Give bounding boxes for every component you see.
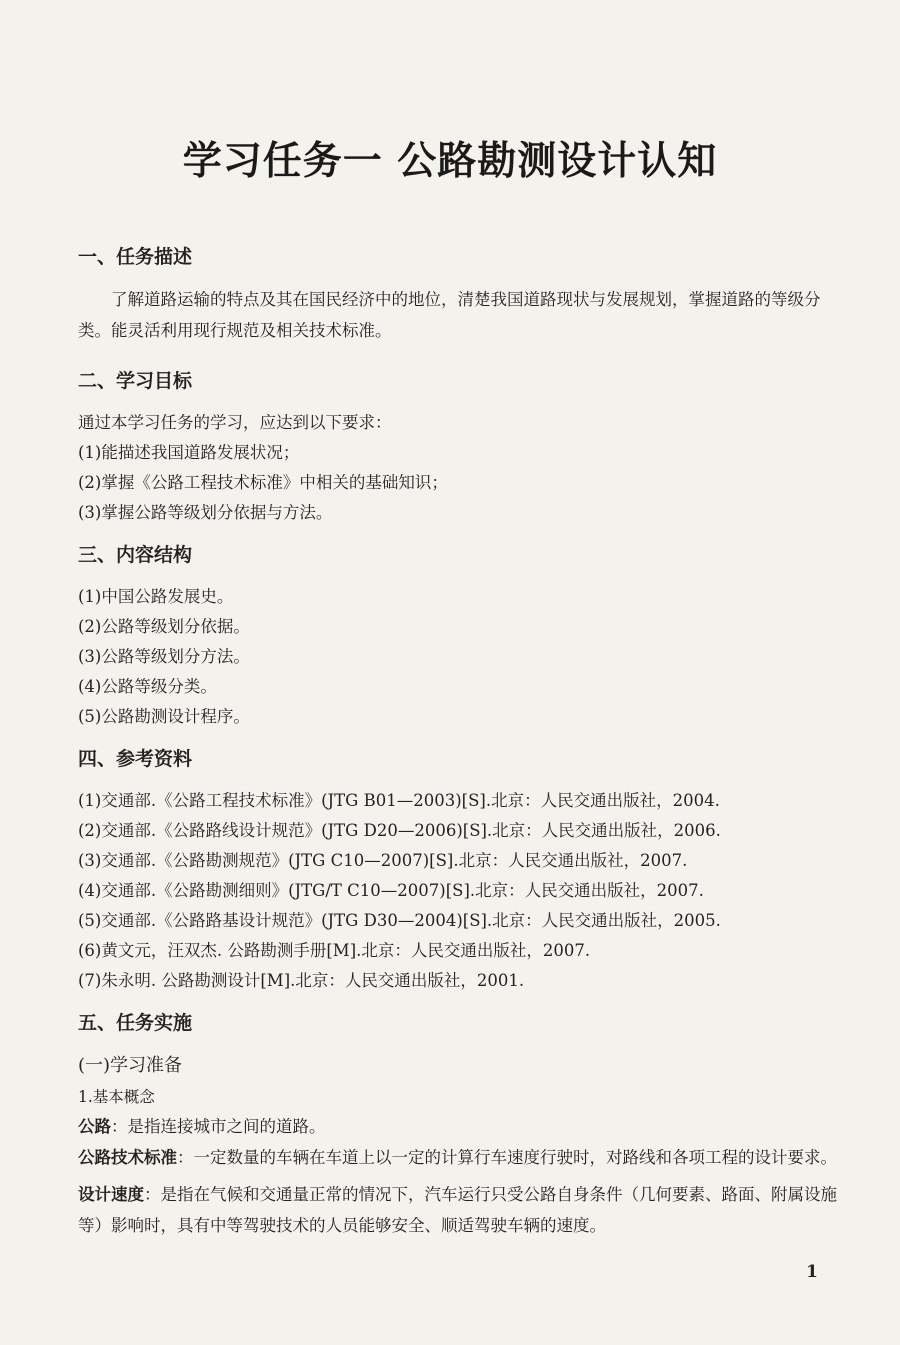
content-structure-item: (1)中国公路发展史。 — [78, 587, 234, 606]
reference-item: (6)黄文元，汪双杰. 公路勘测手册[M].北京：人民交通出版社，2007. — [78, 941, 591, 960]
reference-item: (1)交通部.《公路工程技术标准》(JTG B01—2003)[S].北京：人民交通出版社，2004. — [78, 791, 720, 810]
section-heading-task-implementation: 五、任务实施 — [78, 1012, 193, 1034]
page-content — [78, 240, 838, 1241]
definition-term: 公路技术标准 — [78, 1148, 177, 1167]
definition-term: 设计速度 — [78, 1185, 144, 1204]
learning-goal-item: (1)能描述我国道路发展状况； — [78, 443, 300, 462]
reference-item: (4)交通部.《公路勘测细则》(JTG/T C10—2007)[S].北京：人民交通出版社，2007. — [78, 881, 704, 900]
definition-design-speed — [78, 1179, 838, 1241]
reference-item: (3)交通部.《公路勘测规范》(JTG C10—2007)[S].北京：人民交通出版社，2007. — [78, 851, 688, 870]
definition-text: ：一定数量的车辆在车道上以一定的计算行车速度行驶时，对路线和各项工程的设计要求。 — [177, 1148, 837, 1167]
section-heading-references: 四、参考资料 — [78, 748, 193, 770]
definition-term: 公路 — [78, 1117, 111, 1136]
content-structure-item: (4)公路等级分类。 — [78, 677, 217, 696]
page-title: 学习任务一 公路勘测设计认知 — [182, 139, 718, 184]
definition-text: ：是指连接城市之间的道路。 — [111, 1117, 326, 1136]
section-heading-content-structure: 三、内容结构 — [78, 544, 193, 566]
definition-text: ：是指在气候和交通量正常的情况下，汽车运行只受公路自身条件（几何要素、路面、附属设施等）影响时，具有中等驾驶技术的人员能够安全、顺适驾驶车辆的速度。 — [78, 1185, 837, 1235]
reference-item: (7)朱永明. 公路勘测设计[M].北京：人民交通出版社，2001. — [78, 971, 525, 990]
content-structure-item: (3)公路等级划分方法。 — [78, 647, 250, 666]
content-structure-item: (5)公路勘测设计程序。 — [78, 707, 250, 726]
reference-item: (5)交通部.《公路路基设计规范》(JTG D30—2004)[S].北京：人民交通出版社，2005. — [78, 911, 721, 930]
section-heading-learning-goals: 二、学习目标 — [78, 370, 193, 392]
content-structure-item: (2)公路等级划分依据。 — [78, 617, 250, 636]
learning-goal-item: (3)掌握公路等级划分依据与方法。 — [78, 503, 333, 522]
page-number: 1 — [806, 1262, 818, 1282]
task-description-paragraph: 了解道路运输的特点及其在国民经济中的地位，清楚我国道路现状与发展规划，掌握道路的等级分类。能灵活利用现行规范及相关技术标准。 — [78, 290, 821, 340]
learning-goals-intro: 通过本学习任务的学习，应达到以下要求： — [78, 413, 392, 432]
subsection-heading-learning-prep: (一)学习准备 — [78, 1055, 183, 1076]
basic-concepts-heading: 1.基本概念 — [78, 1088, 155, 1106]
definition-road — [78, 1112, 838, 1142]
definition-road-standard — [78, 1142, 838, 1173]
section-heading-task-description: 一、任务描述 — [78, 246, 193, 268]
learning-goal-item: (2)掌握《公路工程技术标准》中相关的基础知识； — [78, 473, 448, 492]
reference-item: (2)交通部.《公路路线设计规范》(JTG D20—2006)[S].北京：人民交通出版社，2006. — [78, 821, 721, 840]
